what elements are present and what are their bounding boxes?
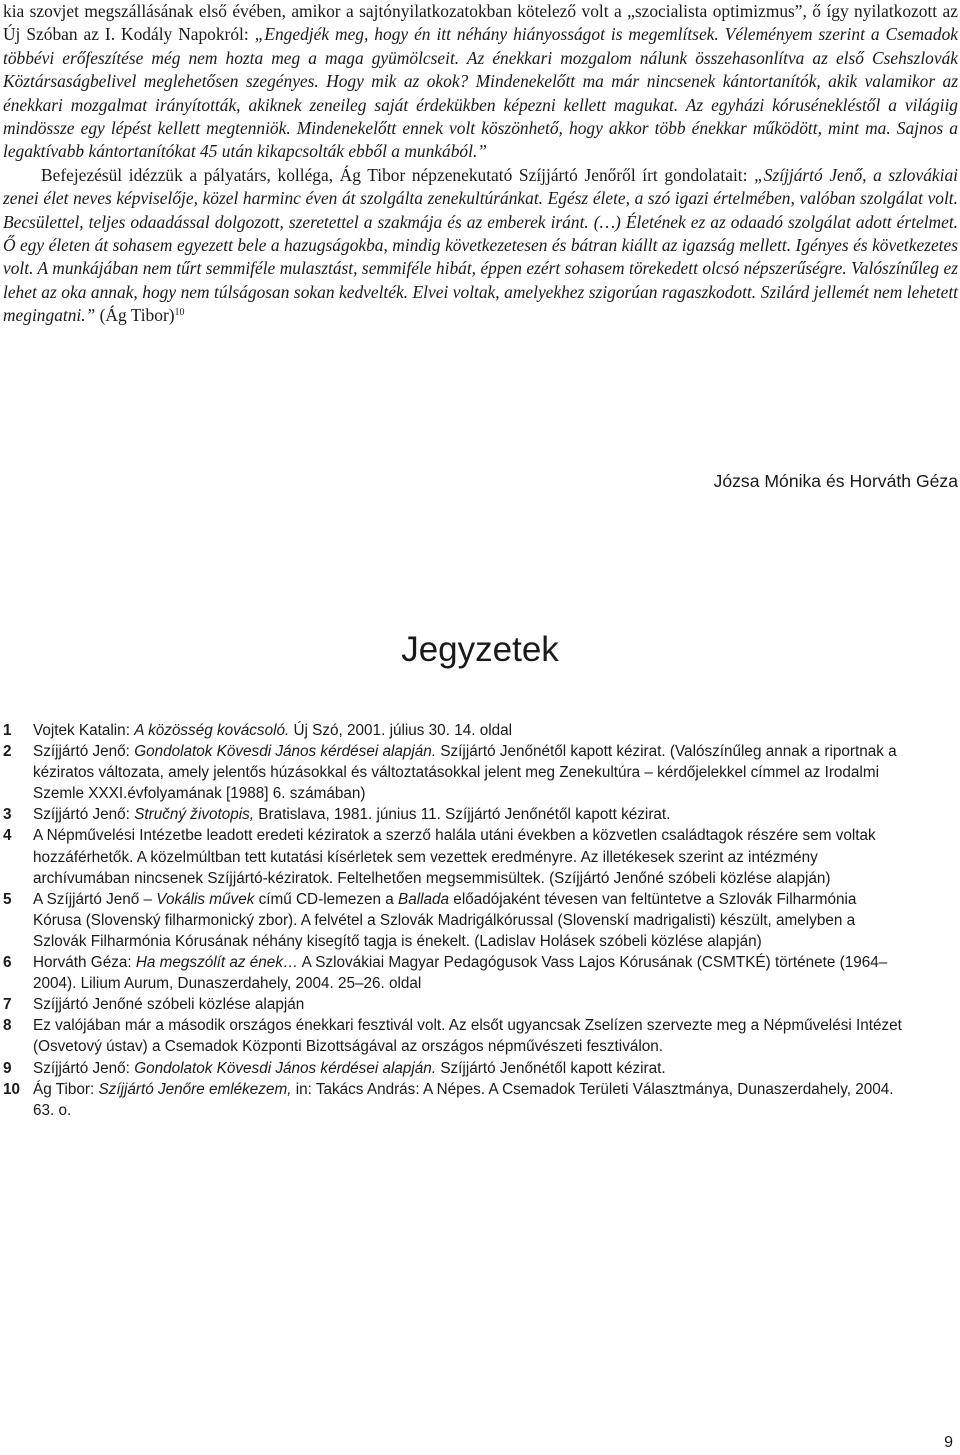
- article-body: [3, 0, 958, 328]
- note-source: Új Szó, 2001. július 30. 14. oldal: [289, 722, 513, 739]
- paragraph-2: [3, 164, 958, 328]
- note-number: 2: [3, 743, 12, 761]
- note-text: Ez valójában már a második országos énekkari fesztivál volt. Az elsőt ugyancsak Zselízen szervezte meg a Népművelési Intézet (Osvetový ústav) a Csemadok Központi Bizottságával az országos népművészeti fesztiválon.: [33, 1017, 902, 1056]
- note-title: – Vokális művek: [143, 890, 255, 908]
- paragraph-1: [3, 0, 958, 164]
- note-title: Gondolatok Kövesdi János kérdései alapján.: [134, 1059, 437, 1077]
- note-title: Ha megszólít az ének…: [135, 954, 299, 972]
- ag-tibor-quote: „Szíjjártó Jenő, a szlovákiai zenei élet neves képviselője, közel harminc éven át szolgálta zenekultúránkat. Egész élete, a szó igazi értelmében, valóban szolgálat volt. Becsülettel, teljes odaadással dolgozott, szeretettel a szakmája és az emberek iránt. (…) Életének ez az odaadó szolgálat adott értelmet. Ő egy életen át sohasem egyezett bele a hazugságokba, mindig következetesen és bátran kiállt az igazság mellett. Igényes és következetes volt. A munkájában nem tűrt semmiféle mulasztást, semmiféle hibát, éppen ezért sohasem törekedett olcsó népszerűségre. Valószínűleg ez lehet az oka annak, hogy nem túlságosan sokan kedvelték. Elvei voltak, amelyekhez szigorúan ragaszkodott. Szilárd jellemét nem lehetett megingatni.”: [3, 164, 958, 326]
- note-source: A Szlovákiai Magyar Pedagógusok Vass Lajos Kórusának (CSMTKÉ) története (1964–2004). Lilium Aurum, Dunaszerdahely, 2004. 25–26. oldal: [33, 954, 888, 993]
- notes-list: [3, 720, 903, 1121]
- kodaly-quote: „Engedjék meg, hogy én itt néhány hiányosságot is megemlítsek. Véleményem szerint a Csemadok többévi erőfeszítése még nem hozta meg a maga gyümölcseit. Az énekkari mozgalom nálunk összehasonlítva az első Csehszlovák Köztársaságbelivel meglehetősen szegényes. Hogy mik az okok? Mindenekelőtt ma már nincsenek kántortanítók, akik valamikor az énekkari mozgalmat irányították, akiknek zeneileg saját érdekükben képezni kellett magukat. Az egyházi kórusénekléstől a világiig mindössze egy lépést kellett megtenniök. Mindenekelőtt ennek volt köszönhető, hogy akkor több énekkar működött, mint ma. Sajnos a legaktívabb kántortanítókat 45 után kikapcsolták ebből a munkából.”: [3, 24, 958, 162]
- note-source: in: Takács András: A Népes. A Csemadok Területi Választmánya, Dunaszerdahely, 2004. 63. o.: [33, 1080, 894, 1119]
- article-authors: Józsa Mónika és Horváth Géza: [713, 471, 958, 491]
- note-title: Gondolatok Kövesdi János kérdései alapján.: [134, 743, 437, 761]
- paragraph-1-lead: kia szovjet megszállásának első évében, amikor a sajtónyilatkozatokban kötelező volt a „szocialista optimizmus”, ő így nyilatkozott az Új Szóban az I. Kodály Napokról:: [3, 1, 958, 45]
- note-author: Vojtek Katalin:: [33, 722, 135, 739]
- note-title: A közösség kovácsoló.: [134, 722, 290, 739]
- note-number: 5: [3, 890, 12, 908]
- note-text: Szíjjártó Jenőné szóbeli közlése alapján: [33, 996, 305, 1014]
- note-item: [3, 1079, 903, 1121]
- note-text: A Népművelési Intézetbe leadott eredeti kéziratok a szerző halála utáni években a közvetlen családtagok részére sem voltak hozzáférhetők. A közelmúltban tett kutatási kísérletek sem vezettek eredményre. Az illetékesek szerint az intézmény archívumában nincsenek Szíjjártó-kéziratok. Feltelhetően megsemmisültek. (Szíjjártó Jenőné szóbeli közlése alapján): [33, 827, 876, 887]
- note-number: 3: [3, 806, 12, 824]
- note-source: Szíjjártó Jenőnétől kapott kézirat.: [436, 1059, 666, 1077]
- note-author: Szíjjártó Jenő:: [33, 1059, 135, 1077]
- note-item: [3, 1015, 903, 1057]
- paragraph-2-lead: Befejezésül idézzük a pályatárs, kolléga, Ág Tibor népzenekutató Szíjjártó Jenőről írt gondolatait:: [41, 164, 755, 185]
- note-work-title: Ballada: [398, 890, 450, 908]
- note-number: 8: [3, 1017, 12, 1035]
- note-source: című CD-lemezen a: [254, 890, 399, 908]
- footnote-ref-10[interactable]: 10: [174, 307, 185, 319]
- note-number: 1: [3, 722, 12, 739]
- note-source-cont: előadójaként tévesen van feltüntetve a Szlovák Filharmónia Kórusa (Slovenský filharmonický zbor). A felvétel a Szlovák Madrigálkórussal (Slovenskí madrigalisti) készült, amelyben a Szlovák Filharmónia Kórusának néhány kisegítő tagja is énekelt. (Ladislav Holásek szóbeli közlése alapján): [33, 890, 857, 950]
- note-number: 6: [3, 954, 12, 972]
- note-source: Bratislava, 1981. június 11. Szíjjártó Jenőnétől kapott kézirat.: [254, 806, 671, 824]
- note-item: [3, 825, 903, 888]
- note-number: 10: [3, 1080, 21, 1098]
- note-author: Horváth Géza:: [33, 954, 136, 972]
- notes-heading: Jegyzetek: [401, 630, 559, 669]
- note-item: [3, 1058, 903, 1079]
- note-item: [3, 720, 903, 741]
- note-item: [3, 994, 903, 1015]
- page-number: 9: [944, 1434, 953, 1451]
- note-item: [3, 804, 903, 825]
- note-author: Szíjjártó Jenő:: [33, 806, 135, 824]
- note-author: Ág Tibor:: [33, 1080, 99, 1098]
- note-number: 9: [3, 1059, 12, 1077]
- note-title: Stručný životopis,: [134, 806, 255, 824]
- quote-attribution: (Ág Tibor): [95, 305, 175, 326]
- note-author: Szíjjártó Jenő:: [33, 743, 135, 761]
- note-source: Szíjjártó Jenőnétől kapott kézirat. (Valószínűleg annak a riportnak a kéziratos változata, amely jelentős húzásokkal és változtatásokkal jelent meg Zenekultúra – kérdőjelekkel címmel az Irodalmi Szemle XXXI.évfolyamának [1988] 6. számában): [33, 743, 897, 803]
- note-number: 4: [3, 827, 12, 845]
- note-author: A Szíjjártó Jenő: [33, 890, 144, 908]
- note-item: [3, 952, 903, 994]
- note-title: Szíjjártó Jenőre emlékezem,: [98, 1080, 292, 1098]
- note-item: [3, 741, 903, 804]
- note-item: [3, 889, 903, 952]
- note-number: 7: [3, 996, 12, 1014]
